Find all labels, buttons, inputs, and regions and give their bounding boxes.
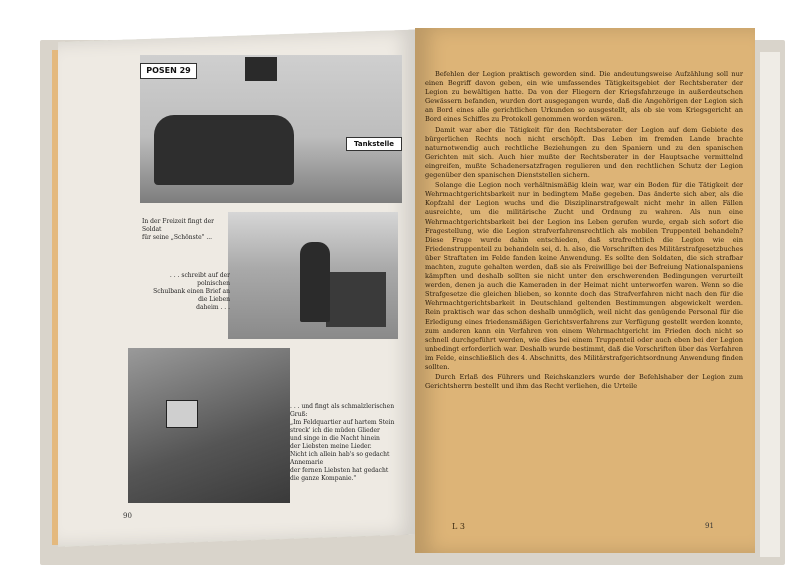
photo-soldiers-accordion [128,348,290,503]
photo-flag [245,57,277,81]
page-number-left: 90 [123,512,132,520]
paragraph: Befehlen der Legion praktisch geworden sind. Die andeutungsweise Aufzählung soll nur einen Begriff davon geben, ein wie umfassendes Tätigkeitsgebiet der Rechtsberater der Legion zu bewältigen hatte. Da von der Fliegern der Kriegsfahrzeuge in außerdeutschen Gewässern befanden, wurden dort ausgegangen wurde, daß die Angehörigen der Legion sich an Bord eines alle gerichtlichen Urkunden so ausgestellt, als ob sie vom Kriegsgericht an Bord eines Schiffes zu Protokoll genommen worden wären. [425,70,743,124]
photo-soldiers-group [154,115,294,185]
paragraph: Damit war aber die Tätigkeit für den Rechtsberater der Legion auf dem Gebiete des bürgerlichen Rechts noch nicht erschöpft. Das Leben im fremden Lande brachte naturnotwendig auch rechtliche Beziehungen zu den Spaniern und zu den spanischen Gerichten mit sich. Auch hier mußte der Rechtsberater in der Hauptsache vermittelnd eingreifen, mußte Schadenersatzfragen regulieren und den rechtlichen Schutz der Legion gegenüber den spanischen Dienststellen sichern. [425,125,743,180]
caption-letter: . . . schreibt auf der polnischen Schulbank einen Brief an die Lieben daheim . . . [153,272,230,311]
photo-soldier-figure [300,242,330,322]
photo-sign-right: Tankstelle [346,137,402,151]
photo-accordion [166,400,198,428]
body-text [425,70,743,392]
photo-sign-left: POSEN 29 [140,63,197,79]
cover-edge [760,52,780,557]
caption-freetime: In der Freizeit fingt der Soldat für seine „Schönste" ... [142,218,215,241]
signature-mark: L 3 [452,522,465,531]
paragraph: Solange die Legion noch verhältnismäßig klein war, war ein Boden für die Tätigkeit der Wehrmachtgerichtsbarkeit nur in bedingtem Maße gegeben. Das änderte sich aber, als die Kopfzahl der Legion wuchs und die Disziplinarstrafgewalt nicht mehr in allen Fällen ausreichte, um die militärische Zucht und Ordnung zu wahren. Als nun eine Wehrmachtgerichtsbarkeit bei der Legion ins Leben gerufen wurde, ergab sich sofort die Fragestellung, wie die Legion strafverfahrensrechtlich als mobilen Truppenteil behandeln? Diese Frage wurde dahin entschieden, daß strafrechtlich die Legion wie ein Friedenstruppenteil zu behandeln sei, d. h. also, die Vorschriften des Militärstrafgesetzbuches über Straftaten im Felde fanden keine Anwendung. Es sollte den Soldaten, die sich strafbar machten, zugute gehalten werden, daß sie als Freiwillige bei der Befreiung Nationalspaniens kämpften und deshalb sollten sie nicht unter den erschwerenden Bedingungen verurteilt werden, denen ja auch die Kameraden in der Heimat nicht unterworfen waren. Wenn so die Strafgesetze die gleichen blieben, so konnte doch das Strafverfahren nicht nach den für die Wehrmachtgerichtsbarkeit in Deutschland geltenden Bestimmungen abgewickelt werden. Rein praktisch war das schon deshalb unmöglich, weil nicht das genügende Personal für die Erledigung eines friedensmäßigen Gerichtsverfahrens zur Verfügung gestellt werden konnte, zum anderen kann ein Verfahren von einem Wehrmachtgericht im Frieden doch nicht so schnell durchgeführt werden, wie dies bei einem Truppenteil oder auch eben bei der Legion unbedingt erforderlich war. Deshalb wurde bestimmt, daß die Vorschriften über das Verfahren im Felde, einschließlich des 4. Abschnitts, des Militärstrafgerichtsordnung Anwendung finden sollten. [425,181,743,371]
photo-school-desk [326,272,386,327]
caption-song: . . . und fingt als schmalzlerischen Gruß: „Im Feldquartier auf hartem Stein streck' ich die müden Glieder und singe in die Nacht hinein der Liebsten meine Lieder. Nicht ich allein hab's so gedacht Annemarie der fernen Liebsten hat gedacht die ganze Kompanie." [290,403,395,482]
page-number-right: 91 [705,522,714,530]
photo-soldier-writing [228,212,398,339]
paragraph: Durch Erlaß des Führers und Reichskanzlers wurde der Befehlshaber der Legion zum Gerichtsherrn bestellt und ihm das Recht verliehen, die Urteile [425,373,743,391]
photo-soldiers-signpost [140,55,402,203]
